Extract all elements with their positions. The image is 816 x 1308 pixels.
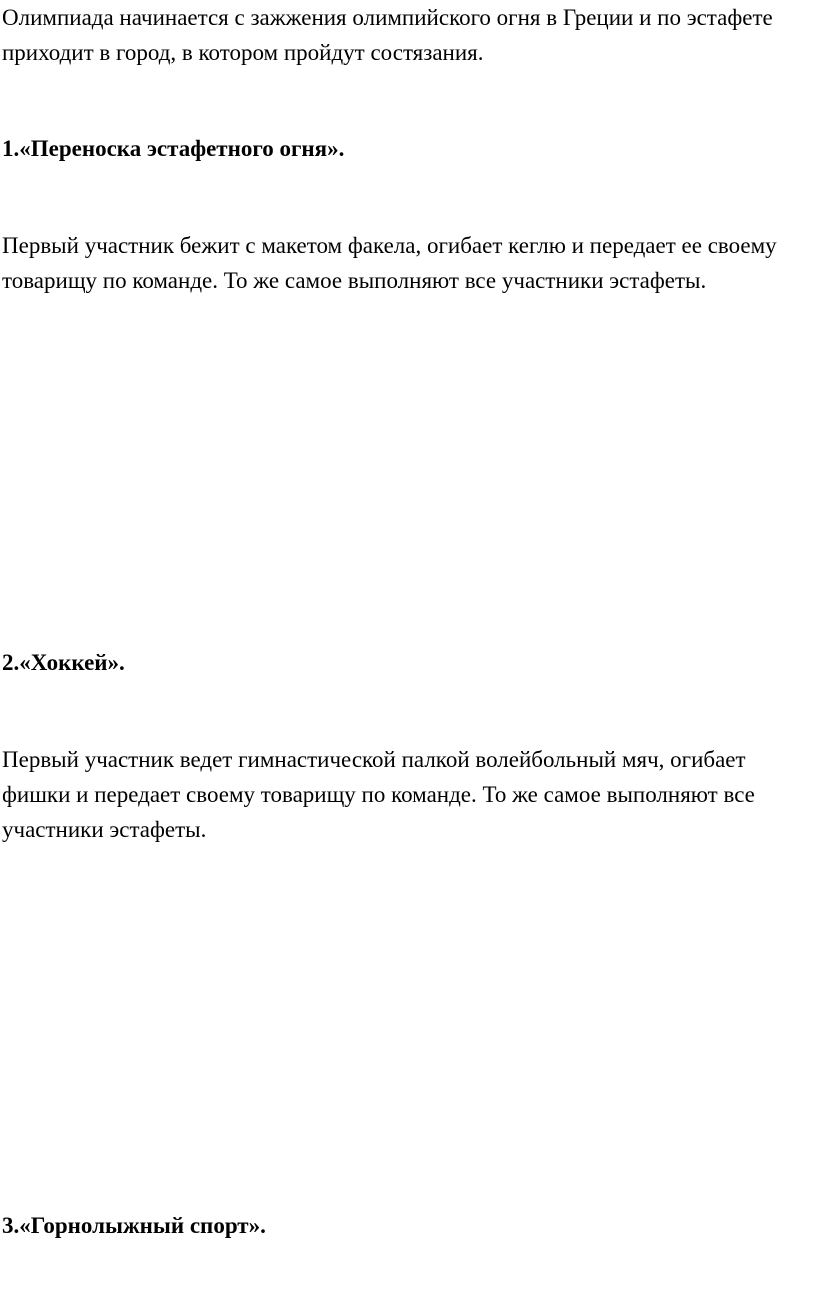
section-2-text: Первый участник ведет гимнастической палкой волейбольный мяч, огибает фишки и передает своему товарищу по команде. То же самое выполняют все участники эстафеты. [2,747,755,842]
section-2-heading: 2.«Хоккей». [2,650,125,675]
section-1-heading: 1.«Переноска эстафетного огня». [2,136,345,161]
section-3-heading: 3.«Горнолыжный спорт». [2,1213,266,1238]
section-1-text: Первый участник бежит с макетом факела, огибает кеглю и передает ее своему товарищу по команде. То же самое выполняют все участники эстафеты. [2,233,777,293]
intro-paragraph: Олимпиада начинается с зажжения олимпийского огня в Греции и по эстафете приходит в город, в котором пройдут состязания. [2,5,773,65]
